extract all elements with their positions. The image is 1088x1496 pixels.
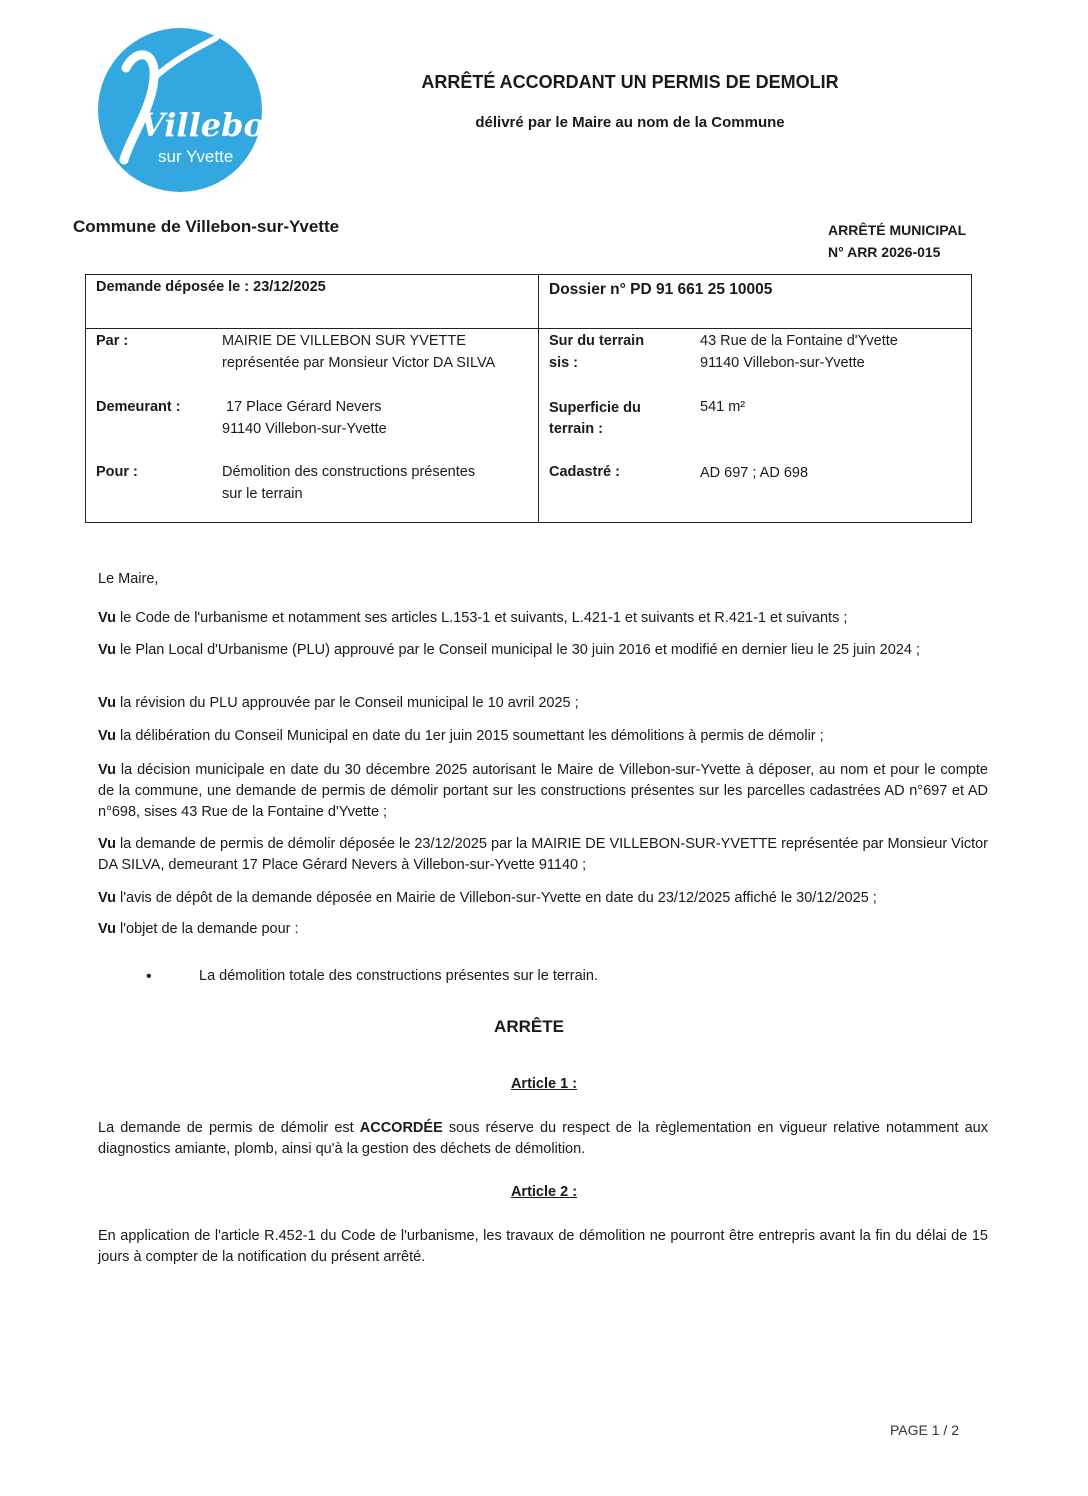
- cadastre-label: Cadastré :: [549, 464, 620, 480]
- vu-text-7: l'avis de dépôt de la demande déposée en Mairie de Villebon-sur-Yvette en date du 23/12/2025 affiché le 30/12/2025 ;: [116, 890, 877, 906]
- dossier-number: Dossier n° PD 91 661 25 10005: [549, 281, 773, 298]
- vu-paragraph-5: [98, 760, 988, 823]
- par-line1: MAIRIE DE VILLEBON SUR YVETTE: [222, 333, 466, 349]
- superficie-label-line2: terrain :: [549, 421, 603, 437]
- bullet-icon: •: [146, 968, 152, 985]
- table-divider-horizontal: [86, 328, 971, 329]
- article-2-text: En application de l'article R.452-1 du Code de l'urbanisme, les travaux de démolition ne pourront être entrepris avant la fin du délai de 15 jours à compter de la notification du présent arrêté.: [98, 1228, 988, 1265]
- vu-word: Vu: [98, 728, 116, 744]
- bullet-item: La démolition totale des constructions présentes sur le terrain.: [199, 968, 598, 984]
- vu-word: Vu: [98, 695, 116, 711]
- par-line2: représentée par Monsieur Victor DA SILVA: [222, 355, 496, 371]
- vu-text-6: la demande de permis de démolir déposée le 23/12/2025 par la MAIRIE DE VILLEBON-SUR-YVETTE représentée par Monsieur Victor DA SILVA, demeurant 17 Place Gérard Nevers à Villebon-sur-Yvette 91140 ;: [98, 836, 988, 873]
- vu-text-4: la délibération du Conseil Municipal en date du 1er juin 2015 soumettant les démolitions à permis de démolir ;: [116, 728, 824, 744]
- document-title: ARRÊTÉ ACCORDANT UN PERMIS DE DEMOLIR: [421, 72, 839, 92]
- article-1-text: [98, 1118, 988, 1160]
- vu-text-5: la décision municipale en date du 30 décembre 2025 autorisant le Maire de Villebon-sur-Yvette à déposer, au nom et pour le compte de la commune, une demande de permis de démolir portant sur les constructions présentes sur les parcelles cadastrées AD n°697 et AD n°698, sises 43 Rue de la Fontaine d'Yvette ;: [98, 762, 988, 820]
- demande-date: Demande déposée le : 23/12/2025: [96, 279, 326, 295]
- request-info-table: [85, 274, 972, 523]
- vu-paragraph-3: [98, 693, 988, 714]
- document-subtitle: délivré par le Maire au nom de la Commune: [475, 114, 785, 131]
- pour-line2: sur le terrain: [222, 486, 303, 502]
- vu-paragraph-4: [98, 726, 988, 747]
- cadastre-value: AD 697 ; AD 698: [700, 465, 809, 481]
- vu-text-2: le Plan Local d'Urbanisme (PLU) approuvé par le Conseil municipal le 30 juin 2016 et modifié en dernier lieu le 25 juin 2024 ;: [116, 642, 920, 658]
- terrain-address-line1: 43 Rue de la Fontaine d'Yvette: [700, 333, 898, 349]
- arrete-label: ARRÊTÉ MUNICIPAL: [828, 222, 967, 238]
- vu-paragraph-2: [98, 640, 988, 661]
- commune-name: Commune de Villebon-sur-Yvette: [73, 217, 340, 236]
- logo-text-line2: sur Yvette: [158, 147, 234, 166]
- superficie-label-line1: Superficie du: [549, 400, 641, 416]
- vu-word: Vu: [98, 921, 116, 937]
- terrain-label-line2: sis :: [549, 355, 579, 371]
- logo-text-line1: Villebon: [140, 106, 289, 144]
- vu-paragraph-6: [98, 834, 988, 876]
- terrain-label-line1: Sur du terrain: [549, 333, 645, 349]
- article-1-accordee: ACCORDÉE: [359, 1120, 443, 1136]
- vu-paragraph-1: [98, 608, 988, 629]
- arrete-heading: ARRÊTE: [494, 1017, 564, 1036]
- vu-text-3: la révision du PLU approuvée par le Conseil municipal le 10 avril 2025 ;: [116, 695, 579, 711]
- vu-paragraph-7: [98, 888, 988, 909]
- table-divider-vertical: [538, 275, 539, 522]
- page-number: PAGE 1 / 2: [890, 1422, 959, 1438]
- demeurant-line1: 17 Place Gérard Nevers: [226, 399, 382, 415]
- vu-word: Vu: [98, 642, 116, 658]
- vu-text-8: l'objet de la demande pour :: [116, 921, 299, 937]
- demeurant-label: Demeurant :: [96, 399, 181, 415]
- article-2-title: Article 2 :: [510, 1184, 578, 1200]
- demeurant-line2: 91140 Villebon-sur-Yvette: [222, 421, 387, 437]
- par-label: Par :: [96, 333, 129, 349]
- article-1-title: Article 1 :: [510, 1076, 578, 1092]
- vu-word: Vu: [98, 836, 116, 852]
- vu-word: Vu: [98, 890, 116, 906]
- vu-paragraph-8: [98, 919, 988, 940]
- terrain-address-line2: 91140 Villebon-sur-Yvette: [700, 355, 865, 371]
- article-1-pre: La demande de permis de démolir est: [98, 1120, 360, 1136]
- pour-label: Pour :: [96, 464, 138, 480]
- le-maire: Le Maire,: [98, 571, 159, 587]
- vu-word: Vu: [98, 762, 116, 778]
- arrete-number: N° ARR 2026-015: [828, 244, 941, 260]
- vu-word: Vu: [98, 610, 116, 626]
- vu-text-1: le Code de l'urbanisme et notamment ses articles L.153-1 et suivants, L.421-1 et suivants et R.421-1 et suivants ;: [116, 610, 848, 626]
- pour-line1: Démolition des constructions présentes: [222, 464, 476, 480]
- superficie-value: 541 m²: [700, 399, 746, 415]
- villebon-logo: [96, 28, 289, 192]
- article-1-post: sous réserve du respect de la règlementation en vigueur relative notamment aux diagnostics amiante, plomb, ainsi qu'à la gestion des déchets de démolition.: [98, 1120, 988, 1157]
